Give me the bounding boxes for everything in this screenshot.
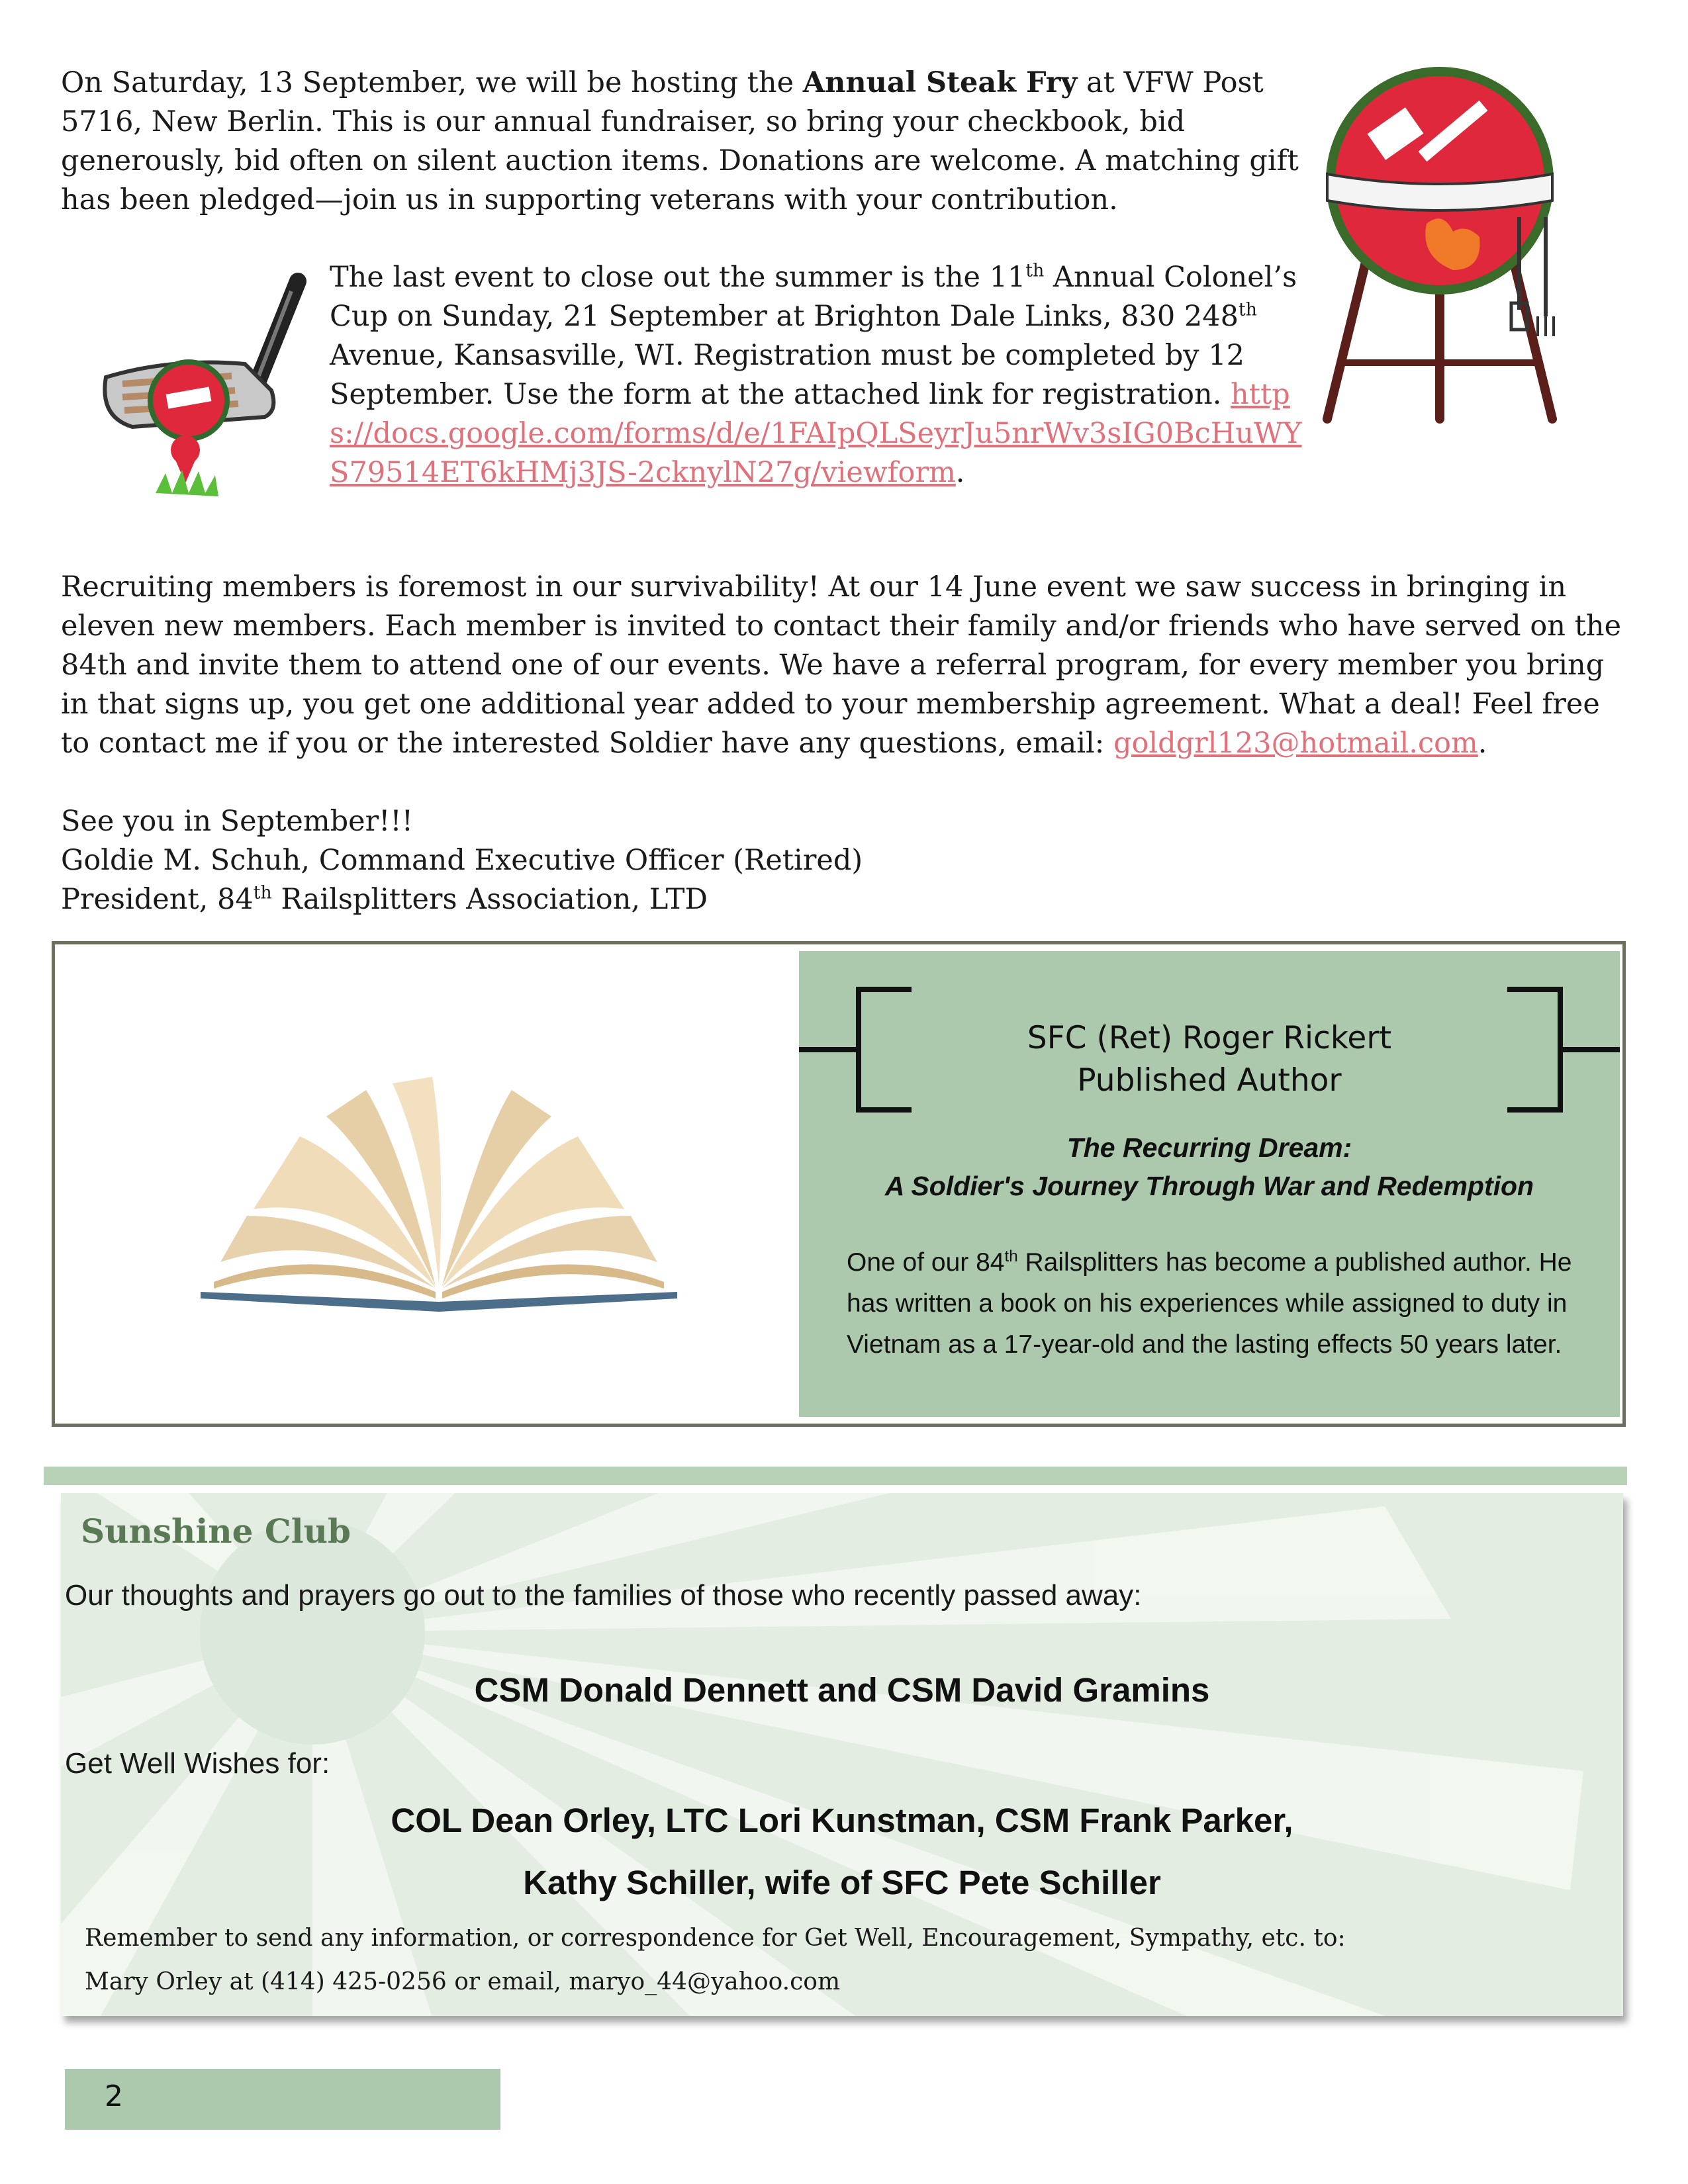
ordinal-suffix: th <box>253 882 272 903</box>
author-name: SFC (Ret) Roger Rickert <box>1027 1020 1392 1056</box>
colonels-cup-text: The last event to close out the summer is the 11 <box>330 261 1026 294</box>
ordinal-suffix: th <box>1238 299 1257 320</box>
ordinal-suffix: th <box>1004 1248 1018 1265</box>
get-well-names <box>61 1790 1623 1914</box>
author-panel <box>799 951 1620 1417</box>
reminder-line: Remember to send any information, or correspondence for Get Well, Encouragement, Sympathy, etc. to: <box>85 1925 1346 1952</box>
steak-fry-intro: On Saturday, 13 September, we will be hosting the <box>61 66 803 99</box>
author-subtitle: Published Author <box>1077 1062 1342 1099</box>
ordinal-suffix: th <box>1025 260 1045 281</box>
registration-link[interactable]: https://docs.google.com/forms/d/e/1FAIpQLSeyrJu5nrWv3sIG0BcHuWYS79514ET6kHMj3JS-2cknylN27g/viewform <box>330 378 1302 489</box>
book-subtitle-line: A Soldier's Journey Through War and Redemption <box>884 1171 1534 1201</box>
colonels-cup-text: Annual Colonel’s Cup on Sunday, 21 September at Brighton Dale Links, 830 248 <box>330 261 1297 333</box>
book-title <box>799 1128 1620 1205</box>
page-number-box <box>65 2069 500 2130</box>
get-well-label: Get Well Wishes for: <box>65 1747 330 1780</box>
recruiting-paragraph <box>61 568 1636 763</box>
signoff-block <box>61 802 1120 919</box>
recruiting-text: Recruiting members is foremost in our survivability! At our 14 June event we saw success in bringing in eleven new members. Each member is invited to contact their family and/or friends who have served on the 84th and invite them to attend one of our events. We have a referral program, for every member you bring in that signs up, you get one additional year added to your membership agreement. What a deal! Feel free to contact me if you or the interested Soldier have any questions, email: <box>61 570 1622 760</box>
sunshine-club-section <box>61 1493 1623 2016</box>
colonels-cup-text: Avenue, Kansasville, WI. Registration must be completed by 12 September. Use the form at the attached link for registration. <box>330 339 1244 411</box>
page-number: 2 <box>105 2079 123 2113</box>
steak-fry-paragraph <box>61 64 1305 220</box>
author-description <box>847 1242 1588 1365</box>
passed-away-names: CSM Donald Dennett and CSM David Gramins <box>474 1671 1210 1709</box>
sunshine-intro-text: Our thoughts and prayers go out to the families of those who recently passed away: <box>65 1579 1142 1612</box>
period: . <box>1477 727 1487 760</box>
sunshine-club-title: Sunshine Club <box>81 1512 351 1551</box>
book-title-line: The Recurring Dream: <box>1066 1132 1352 1163</box>
author-desc-text: One of our 84 <box>847 1248 1005 1277</box>
colonels-cup-paragraph <box>330 258 1309 492</box>
author-title <box>799 1017 1620 1102</box>
signoff-title <box>61 880 1120 919</box>
reminder-contact-line: Mary Orley at (414) 425-0256 or email, maryo_44@yahoo.com <box>85 1968 841 1995</box>
signoff-title-text: President, 84 <box>61 883 254 916</box>
golf-club-illustration <box>93 265 318 523</box>
steak-fry-details: at VFW Post 5716, New Berlin. This is our annual fundraiser, so bring your checkbook, bid generously, bid often on silent auction items. Donations are welcome. A matching gift has been pledged—join us in supporting veterans with your contribution. <box>61 66 1299 216</box>
contact-email-link[interactable]: goldgrl123@hotmail.com <box>1113 727 1478 760</box>
get-well-names-line: Kathy Schiller, wife of SFC Pete Schiller <box>523 1864 1161 1901</box>
period: . <box>955 456 965 489</box>
get-well-names-line: COL Dean Orley, LTC Lori Kunstman, CSM Frank Parker, <box>391 1801 1293 1839</box>
author-feature-box <box>52 941 1626 1427</box>
author-desc-text: Railsplitters has become a published author. He has written a book on his experiences while assigned to duty in Vietnam as a 17-year-old and the lasting effects 50 years later. <box>847 1248 1572 1359</box>
signoff-title-text: Railsplitters Association, LTD <box>271 883 708 916</box>
signoff-name: Goldie M. Schuh, Command Executive Officer (Retired) <box>61 844 863 877</box>
steak-fry-event-name: Annual Steak Fry <box>802 66 1078 99</box>
sunshine-reminder <box>85 1917 1607 2004</box>
signoff-greeting: See you in September!!! <box>61 805 413 838</box>
grill-illustration <box>1301 58 1579 429</box>
section-divider <box>44 1467 1627 1485</box>
open-book-illustration <box>174 1064 704 1328</box>
